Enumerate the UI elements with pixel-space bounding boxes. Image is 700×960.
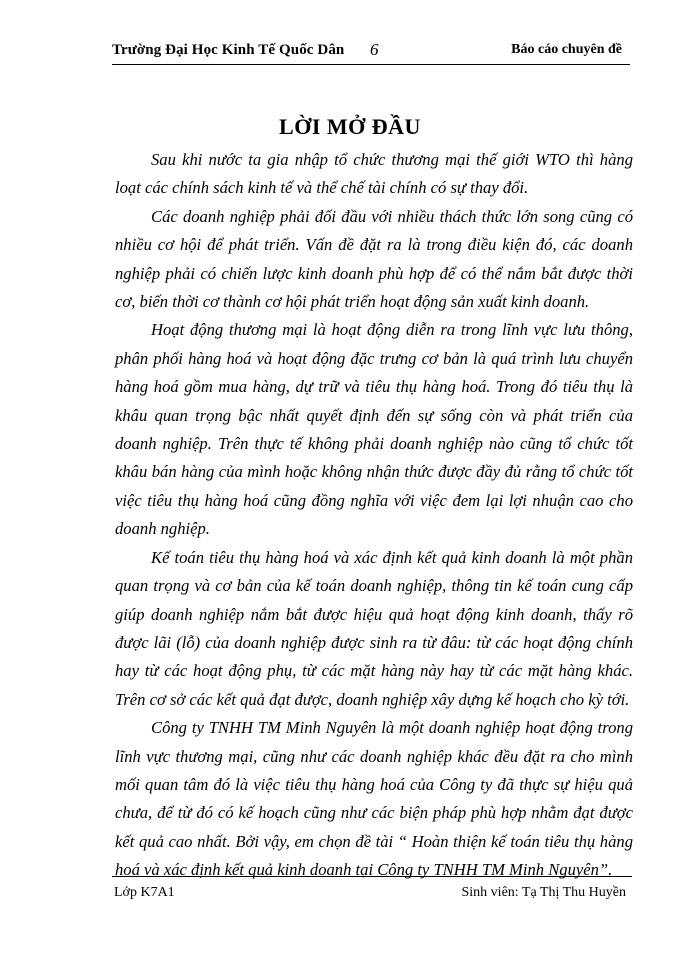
paragraph-5: Công ty TNHH TM Minh Nguyên là một doanh nghiệp hoạt động trong lĩnh vực thương mại, cũng như các doanh nghiệp khác đều đặt ra cho mình mối quan tâm đó là việc tiêu thụ hàng hoá của Công ty đã thực sự hiệu quả chưa, để từ đó có kế hoạch cũng như các biện pháp phù hợp nhằm đạt được kết quả cao nhất. Bởi vậy, em chọn đề tài “ Hoàn thiện kế toán tiêu thụ hàng hoá và xác định kết quả kinh doanh tại Công ty TNHH TM Minh Nguyên”.	[115, 718, 633, 880]
class-label: Lớp K7A1	[114, 885, 175, 900]
page-number: 6	[370, 40, 379, 59]
page-header	[112, 36, 630, 65]
document-body	[115, 146, 633, 885]
paragraph-3: Hoạt động thương mại là hoạt động diễn ra trong lĩnh vực lưu thông, phân phối hàng hoá và hoạt động đặc trưng cơ bản là quá trình lưu chuyển hàng hoá gồm mua hàng, dự trữ và tiêu thụ hàng hoá. Trong đó tiêu thụ là khâu quan trọng bậc nhất quyết định đến sự sống còn và phát triển của doanh nghiệp. Trên thực tế không phải doanh nghiệp nào cũng tổ chức tốt khâu bán hàng của mình hoặc không nhận thức được đầy đủ rằng tổ chức tốt việc tiêu thụ hàng hoá cũng đồng nghĩa với việc đem lại lợi nhuận cao cho doanh nghiệp.	[115, 320, 633, 539]
student-name: Sinh viên: Tạ Thị Thu Huyền	[461, 885, 626, 900]
paragraph-4: Kế toán tiêu thụ hàng hoá và xác định kết quả kinh doanh là một phần quan trọng và cơ bản của kế toán doanh nghiệp, thông tin kế toán cung cấp giúp doanh nghiệp nắm bắt được hiệu quả hoạt động kinh doanh, thấy rõ được lãi (lỗ) của doanh nghiệp được sinh ra từ đâu: từ các hoạt động chính hay từ các hoạt động phụ, từ các mặt hàng này hay từ các mặt hàng khác. Trên cơ sở các kết quả đạt được, doanh nghiệp xây dựng kế hoạch cho kỳ tới.	[115, 547, 633, 709]
page-footer	[112, 876, 632, 900]
paragraph-1: Sau khi nước ta gia nhập tổ chức thương mại thế giới WTO thì hàng loạt các chính sách kinh tế và thể chế tài chính có sự thay đổi.	[115, 150, 633, 198]
paragraph-2: Các doanh nghiệp phải đối đầu với nhiều thách thức lớn song cũng có nhiều cơ hội để phát triển. Vấn đề đặt ra là trong điều kiện đó, các doanh nghiệp phải có chiến lược kinh doanh phù hợp để có thể nắm bắt được thời cơ, biến thời cơ thành cơ hội phát triển hoạt động sản xuất kinh doanh.	[115, 206, 633, 312]
report-type: Báo cáo chuyên đề	[511, 42, 622, 57]
school-name: Trường Đại Học Kinh Tế Quốc Dân	[112, 42, 345, 58]
document-title: LỜI MỞ ĐẦU	[279, 114, 421, 139]
